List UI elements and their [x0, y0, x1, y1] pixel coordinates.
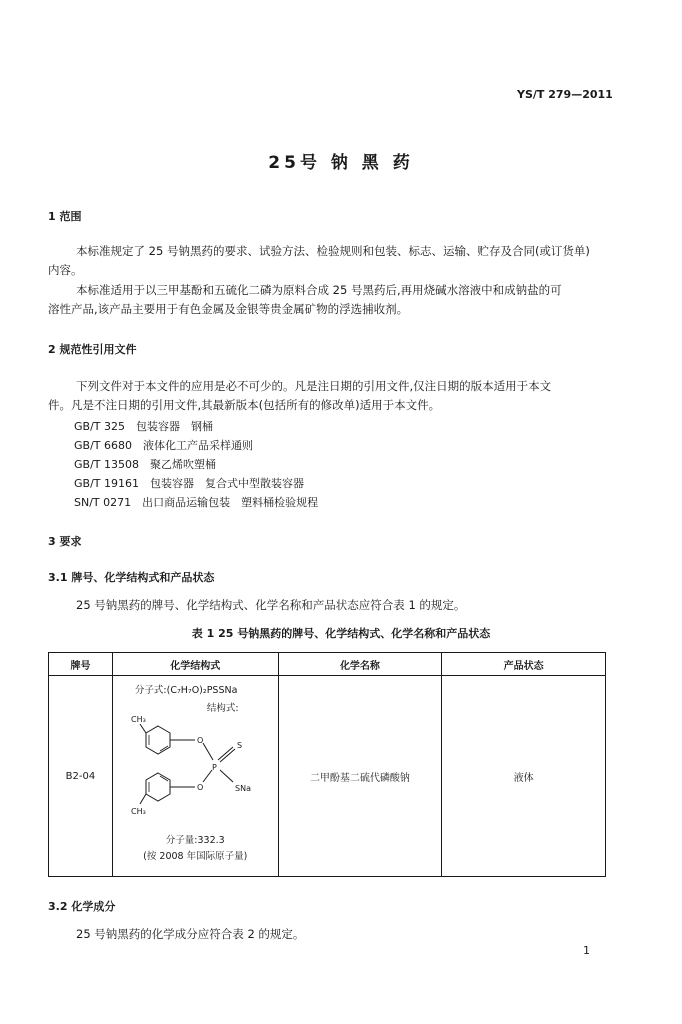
- molecular-formula: 分子式:(C₇H₇O)₂PSSNa: [134, 685, 238, 696]
- header-state: 产品状态: [442, 653, 606, 676]
- section-2-heading: 2 规范性引用文件: [48, 343, 137, 356]
- section-3-heading: 3 要求: [48, 535, 82, 548]
- sulfur-label: S: [236, 741, 242, 750]
- reference-item: [74, 456, 216, 472]
- standard-code: YS/T 279—2011: [517, 88, 613, 101]
- reference-item: [74, 437, 253, 453]
- molecular-weight-note: (按 2008 年国际原子量): [143, 851, 248, 862]
- header-structure: 化学结构式: [112, 653, 278, 676]
- structural-formula-diagram: [125, 712, 265, 830]
- table-1: [48, 652, 606, 877]
- reference-title: 包装容器 钢桶: [136, 420, 213, 433]
- reference-title: 液体化工产品采样通则: [143, 439, 253, 452]
- reference-code: GB/T 13508: [74, 458, 139, 471]
- header-grade: 牌号: [49, 653, 113, 676]
- cell-grade: B2-04: [49, 676, 113, 877]
- ch3-bottom-label: CH₃: [130, 807, 146, 816]
- document-title: 25号 钠 黑 药: [268, 153, 414, 173]
- table-row: [49, 676, 606, 877]
- oxygen-bottom-label: O: [196, 783, 204, 792]
- oxygen-top-label: O: [196, 736, 204, 745]
- reference-code: GB/T 325: [74, 420, 125, 433]
- section-3-1-para: 25 号钠黑药的牌号、化学结构式、化学名称和产品状态应符合表 1 的规定。: [76, 598, 466, 612]
- section-1-para-2-line-1: 本标准适用于以三甲基酚和五硫化二磷为原料合成 25 号黑药后,再用烧碱水溶液中和成钠盐的可: [76, 283, 562, 297]
- page-number: 1: [583, 944, 590, 957]
- header-chemical-name: 化学名称: [278, 653, 442, 676]
- table-1-caption: 表 1 25 号钠黑药的牌号、化学结构式、化学名称和产品状态: [191, 627, 491, 640]
- cell-chemical-name: 二甲酚基二硫代磷酸钠: [278, 676, 442, 877]
- molecular-weight: 分子量:332.3: [165, 835, 225, 846]
- sna-label: SNa: [234, 784, 251, 793]
- section-1-para-2-line-2: 溶性产品,该产品主要用于有色金属及金银等贵金属矿物的浮选捕收剂。: [48, 302, 409, 316]
- section-1-heading: 1 范围: [48, 210, 82, 223]
- cell-state: 液体: [442, 676, 606, 877]
- cell-structure: [112, 676, 278, 877]
- section-3-1-heading: 3.1 牌号、化学结构式和产品状态: [48, 571, 215, 584]
- reference-item: [74, 475, 304, 491]
- reference-code: SN/T 0271: [74, 496, 132, 509]
- reference-code: GB/T 19161: [74, 477, 139, 490]
- section-2-para-line-1: 下列文件对于本文件的应用是必不可少的。凡是注日期的引用文件,仅注日期的版本适用于本文: [76, 379, 552, 393]
- reference-title: 聚乙烯吹塑桶: [150, 458, 216, 471]
- reference-item: [74, 494, 318, 510]
- reference-title: 包装容器 复合式中型散装容器: [150, 477, 304, 490]
- section-3-2-para: 25 号钠黑药的化学成分应符合表 2 的规定。: [76, 927, 305, 941]
- reference-item: [74, 418, 213, 434]
- ch3-top-label: CH₃: [130, 715, 146, 724]
- structure-label: 结构式:: [206, 703, 239, 714]
- phosphorus-label: P: [211, 763, 217, 772]
- section-2-para-line-2: 件。凡是不注日期的引用文件,其最新版本(包括所有的修改单)适用于本文件。: [48, 398, 441, 412]
- section-1-para-1-line-2: 内容。: [48, 263, 83, 277]
- section-3-2-heading: 3.2 化学成分: [48, 900, 116, 913]
- section-1-para-1-line-1: 本标准规定了 25 号钠黑药的要求、试验方法、检验规则和包装、标志、运输、贮存及合同(或订货单): [76, 244, 590, 258]
- reference-title: 出口商品运输包装 塑料桶检验规程: [142, 496, 319, 509]
- table-header-row: [49, 653, 606, 676]
- reference-code: GB/T 6680: [74, 439, 132, 452]
